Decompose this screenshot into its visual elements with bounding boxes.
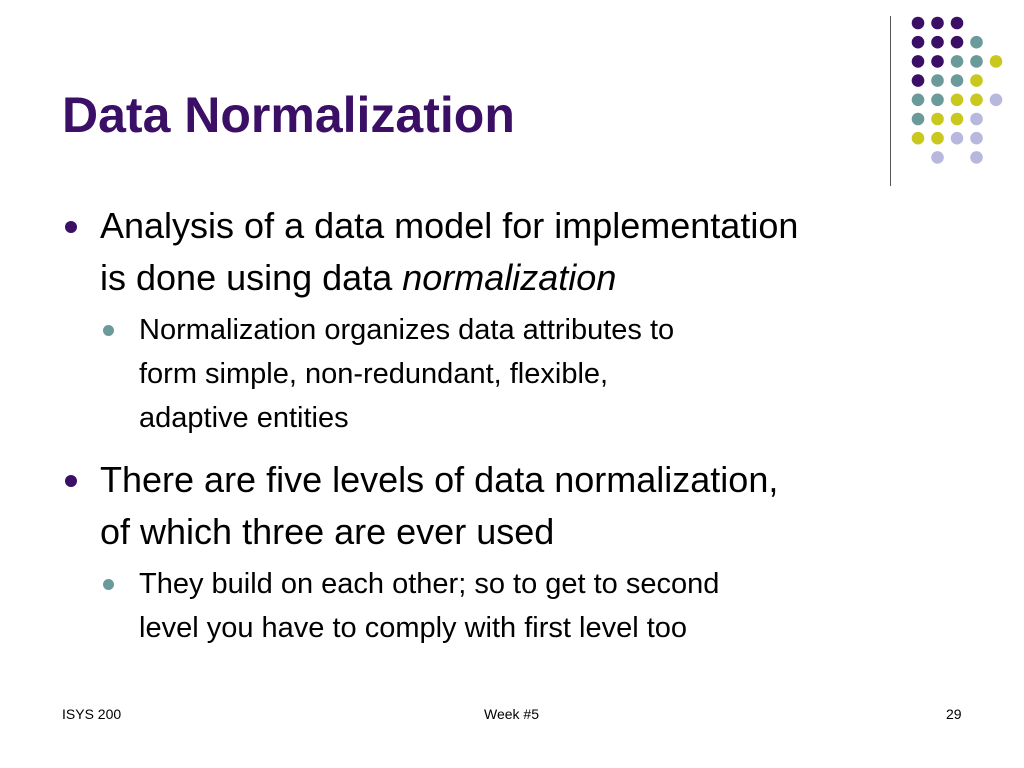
bullet-level1-analysis bbox=[62, 200, 942, 304]
decorative-dot bbox=[951, 94, 964, 107]
decorative-dot bbox=[912, 17, 925, 30]
decorative-dot bbox=[931, 17, 944, 30]
decorative-vertical-line bbox=[890, 16, 891, 186]
decorative-dot bbox=[931, 36, 944, 49]
decorative-dot bbox=[970, 151, 983, 164]
bullet-text-line: Analysis of a data model for implementation bbox=[100, 205, 799, 246]
decorative-dot bbox=[931, 74, 944, 87]
bullet-text-line: of which three are ever used bbox=[100, 511, 555, 552]
footer-week: Week #5 bbox=[484, 706, 539, 722]
decorative-dot bbox=[990, 94, 1003, 107]
bullet-level2-build-on-each-other bbox=[100, 562, 919, 650]
decorative-dot bbox=[951, 55, 964, 68]
decorative-dot bbox=[931, 151, 944, 164]
decorative-dot bbox=[970, 132, 983, 145]
bullet-text-line: They build on each other; so to get to second bbox=[139, 568, 720, 600]
bullet-text-line: Normalization organizes data attributes to bbox=[139, 314, 675, 346]
bullet-text-part: is done using data bbox=[100, 257, 403, 298]
decorative-dot bbox=[931, 94, 944, 107]
decorative-dot bbox=[951, 17, 964, 30]
decorative-dot bbox=[951, 36, 964, 49]
footer-page-number: 29 bbox=[946, 706, 962, 722]
bullet-text-line: form simple, non-redundant, flexible, bbox=[139, 358, 609, 390]
decorative-dot bbox=[951, 132, 964, 145]
decorative-dot bbox=[912, 36, 925, 49]
bullet-text-line: level you have to comply with first level too bbox=[139, 612, 688, 644]
bullet-text-line: adaptive entities bbox=[139, 402, 349, 434]
bullet-level2-normalization-organizes bbox=[100, 308, 839, 440]
decorative-dot bbox=[912, 113, 925, 126]
decorative-dot bbox=[912, 55, 925, 68]
decorative-dot bbox=[951, 74, 964, 87]
decorative-dot bbox=[970, 94, 983, 107]
decorative-dot bbox=[970, 36, 983, 49]
slide-title: Data Normalization bbox=[62, 87, 515, 143]
decorative-dot bbox=[912, 94, 925, 107]
decorative-dot bbox=[970, 113, 983, 126]
decorative-dot bbox=[931, 113, 944, 126]
decorative-dot bbox=[931, 55, 944, 68]
decorative-dot bbox=[970, 74, 983, 87]
bullet-text-line bbox=[100, 252, 942, 304]
decorative-dot bbox=[931, 132, 944, 145]
decorative-dot bbox=[990, 55, 1003, 68]
bullet-level1-five-levels bbox=[62, 454, 942, 558]
decorative-dot bbox=[912, 74, 925, 87]
decorative-dot bbox=[951, 113, 964, 126]
decorative-dot bbox=[970, 55, 983, 68]
bullet-text-emphasis: normalization bbox=[402, 257, 617, 298]
footer-course: ISYS 200 bbox=[62, 706, 122, 722]
decorative-dot bbox=[912, 132, 925, 145]
slide-content bbox=[62, 200, 942, 650]
bullet-text-line: There are five levels of data normalization, bbox=[100, 459, 779, 500]
